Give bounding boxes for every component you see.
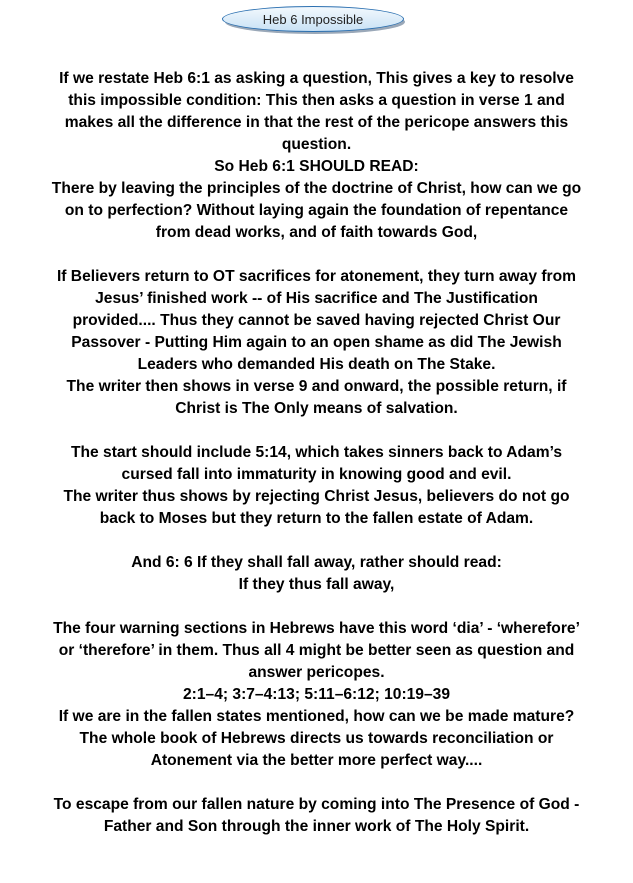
paragraph-gap [0, 244, 633, 266]
text-line: makes all the difference in that the rest of the pericope answers this [64, 114, 569, 131]
text-line: answer pericopes. [248, 664, 385, 681]
text-line: If Believers return to OT sacrifices for atonement, they turn away from [56, 268, 577, 285]
paragraph-gap [0, 596, 633, 618]
text-line: If they thus fall away, [238, 576, 395, 593]
text-line: The four warning sections in Hebrews have this word ‘dia’ - ‘wherefore’ [53, 620, 580, 637]
text-line: Jesus’ finished work -- of His sacrifice and The Justification [95, 290, 538, 307]
paragraph-gap [0, 530, 633, 552]
text-line: If we are in the fallen states mentioned, how can we be made mature? [58, 708, 575, 725]
text-line: To escape from our fallen nature by coming into The Presence of God - [53, 796, 580, 813]
text-line: on to perfection? Without laying again the foundation of repentance [64, 202, 569, 219]
text-line: or ‘therefore’ in them. Thus all 4 might be better seen as question and [58, 642, 575, 659]
text-line: There by leaving the principles of the doctrine of Christ, how can we go [51, 180, 582, 197]
text-line: back to Moses but they return to the fallen estate of Adam. [99, 510, 534, 527]
text-line: Christ is The Only means of salvation. [175, 400, 458, 417]
text-line: The whole book of Hebrews directs us towards reconciliation or [79, 730, 554, 747]
text-line: Passover - Putting Him again to an open shame as did The Jewish [71, 334, 562, 351]
text-line: The start should include 5:14, which takes sinners back to Adam’s [70, 444, 563, 461]
text-line: cursed fall into immaturity in knowing good and evil. [121, 466, 512, 483]
text-line: question. [281, 136, 352, 153]
text-line: Atonement via the better more perfect way.... [150, 752, 483, 769]
text-line: Leaders who demanded His death on The Stake. [137, 356, 496, 373]
title-banner [222, 6, 410, 36]
text-line: The writer thus shows by rejecting Christ Jesus, believers do not go [63, 488, 570, 505]
text-line: The writer then shows in verse 9 and onward, the possible return, if [66, 378, 567, 395]
page-title: Heb 6 Impossible [222, 6, 404, 32]
paragraph-gap [0, 420, 633, 442]
text-line: provided.... Thus they cannot be saved having rejected Christ Our [72, 312, 561, 329]
text-line: Father and Son through the inner work of The Holy Spirit. [103, 818, 530, 835]
text-line: So Heb 6:1 SHOULD READ: [214, 158, 419, 175]
text-line: from dead works, and of faith towards God, [155, 224, 478, 241]
text-line: 2:1–4; 3:7–4:13; 5:11–6:12; 10:19–39 [182, 686, 450, 703]
text-line: If we restate Heb 6:1 as asking a question, This gives a key to resolve [59, 70, 574, 87]
text-line: this impossible condition: This then asks a question in verse 1 and [68, 92, 565, 109]
text-line: And 6: 6 If they shall fall away, rather should read: [131, 554, 502, 571]
paragraph-gap [0, 772, 633, 794]
body-text [0, 68, 633, 838]
